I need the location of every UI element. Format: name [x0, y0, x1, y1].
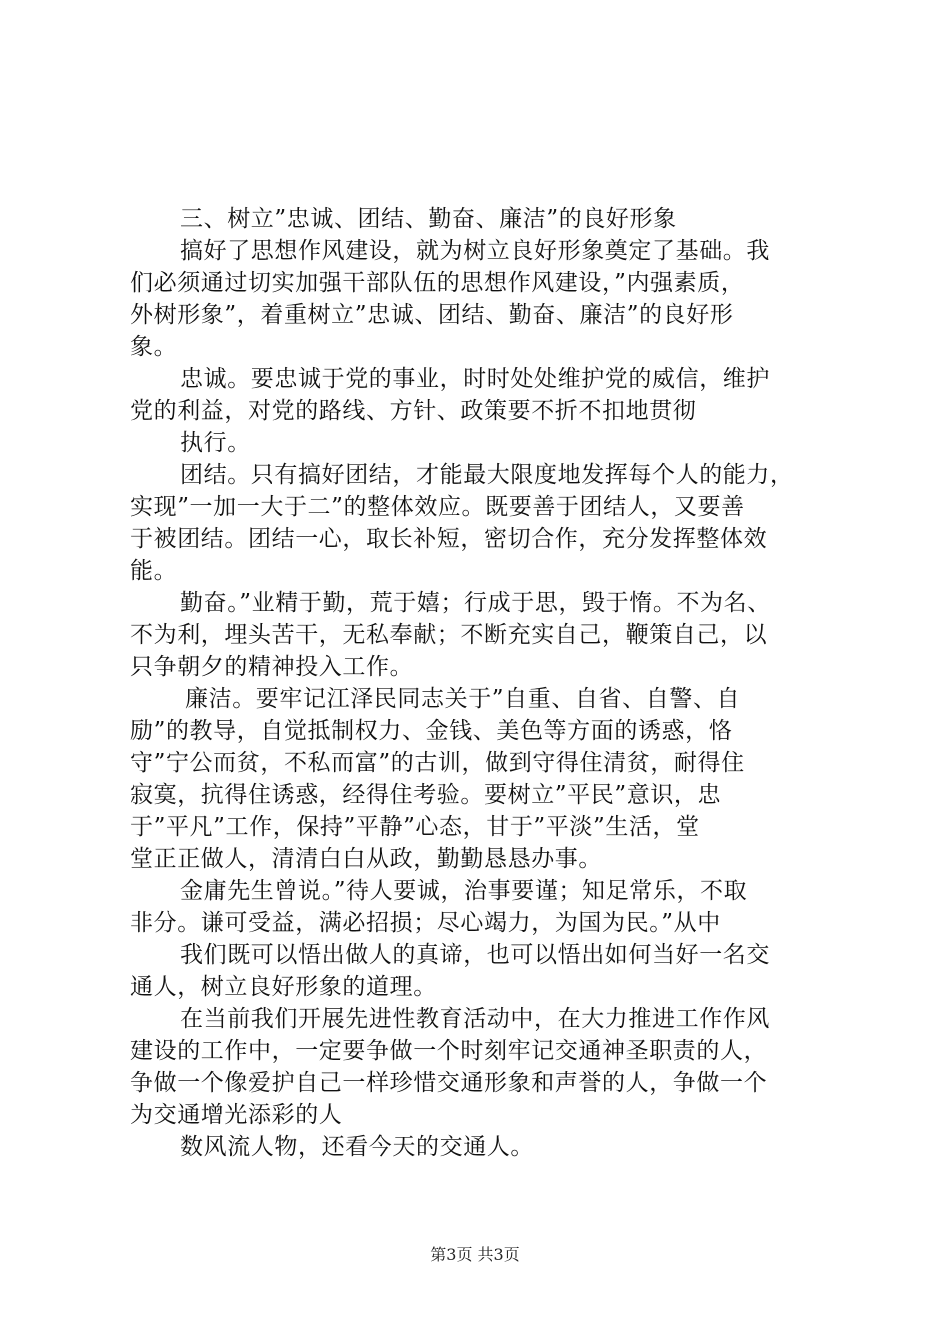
paragraph-line: 为交通增光添彩的人: [130, 1102, 343, 1128]
paragraph-line: 搞好了思想作风建设，就为树立良好形象奠定了基础。我: [180, 238, 770, 264]
paragraph-line: 实现”一加一大于二”的整体效应。既要善于团结人，又要善: [130, 494, 745, 520]
section-heading: 三、树立”忠诚、团结、勤奋、廉洁”的良好形象: [180, 206, 677, 232]
paragraph-line: 金庸先生曾说。”待人要诚，治事要谨；知足常乐，不取: [180, 878, 748, 904]
paragraph-line: 争做一个像爱护自己一样珍惜交通形象和声誉的人，争做一个: [130, 1070, 768, 1096]
document-body: [130, 203, 838, 1163]
paragraph-line: 数风流人物，还看今天的交通人。: [180, 1134, 534, 1160]
page-number-footer: 第3页 共3页: [430, 1245, 520, 1264]
paragraph-line: 寂寞，抗得住诱惑，经得住考验。要树立”平民”意识，忠: [130, 782, 722, 808]
paragraph-line: 守”宁公而贫，不私而富”的古训，做到守得住清贫，耐得住: [130, 750, 745, 776]
paragraph-line: 励”的教导，自觉抵制权力、金钱、美色等方面的诱惑，恪: [130, 718, 733, 744]
paragraph-line: 们必须通过切实加强干部队伍的思想作风建设，”内强素质，: [130, 270, 745, 296]
paragraph-line: 于被团结。团结一心，取长补短，密切合作，充分发挥整体效: [130, 526, 768, 552]
paragraph-line: 非分。谦可受益，满必招损；尽心竭力，为国为民。”从中: [130, 910, 721, 936]
paragraph-line: 能。: [130, 558, 178, 584]
paragraph-line: 党的利益，对党的路线、方针、政策要不折不扣地贯彻: [130, 398, 697, 424]
paragraph-line: 廉洁。要牢记江泽民同志关于”自重、自省、自警、自: [185, 686, 741, 712]
paragraph-line: 只争朝夕的精神投入工作。: [130, 654, 414, 680]
paragraph-line: 在当前我们开展先进性教育活动中，在大力推进工作作风: [180, 1006, 770, 1032]
paragraph-line: 勤奋。”业精于勤，荒于嬉；行成于思，毁于惰。不为名、: [180, 590, 771, 616]
paragraph-line: 建设的工作中，一定要争做一个时刻牢记交通神圣职责的人，: [130, 1038, 768, 1064]
paragraph-line: 忠诚。要忠诚于党的事业，时时处处维护党的威信，维护: [180, 366, 770, 392]
paragraph-line: 堂正正做人，清清白白从政，勤勤恳恳办事。: [130, 846, 602, 872]
paragraph-line: 我们既可以悟出做人的真谛，也可以悟出如何当好一名交: [180, 942, 770, 968]
paragraph-line: 通人，树立良好形象的道理。: [130, 974, 437, 1000]
paragraph-line: 于”平凡”工作，保持”平静”心态，甘于”平淡”生活，堂: [130, 814, 700, 840]
paragraph-line: 团结。只有搞好团结，才能最大限度地发挥每个人的能力，: [180, 462, 794, 488]
paragraph-line: 不为利，埋头苦干，无私奉献；不断充实自己，鞭策自己，以: [130, 622, 768, 648]
paragraph-line: 执行。: [180, 430, 251, 456]
paragraph-line: 象。: [130, 334, 178, 360]
paragraph-line: 外树形象”，着重树立”忠诚、团结、勤奋、廉洁”的良好形: [130, 302, 734, 328]
